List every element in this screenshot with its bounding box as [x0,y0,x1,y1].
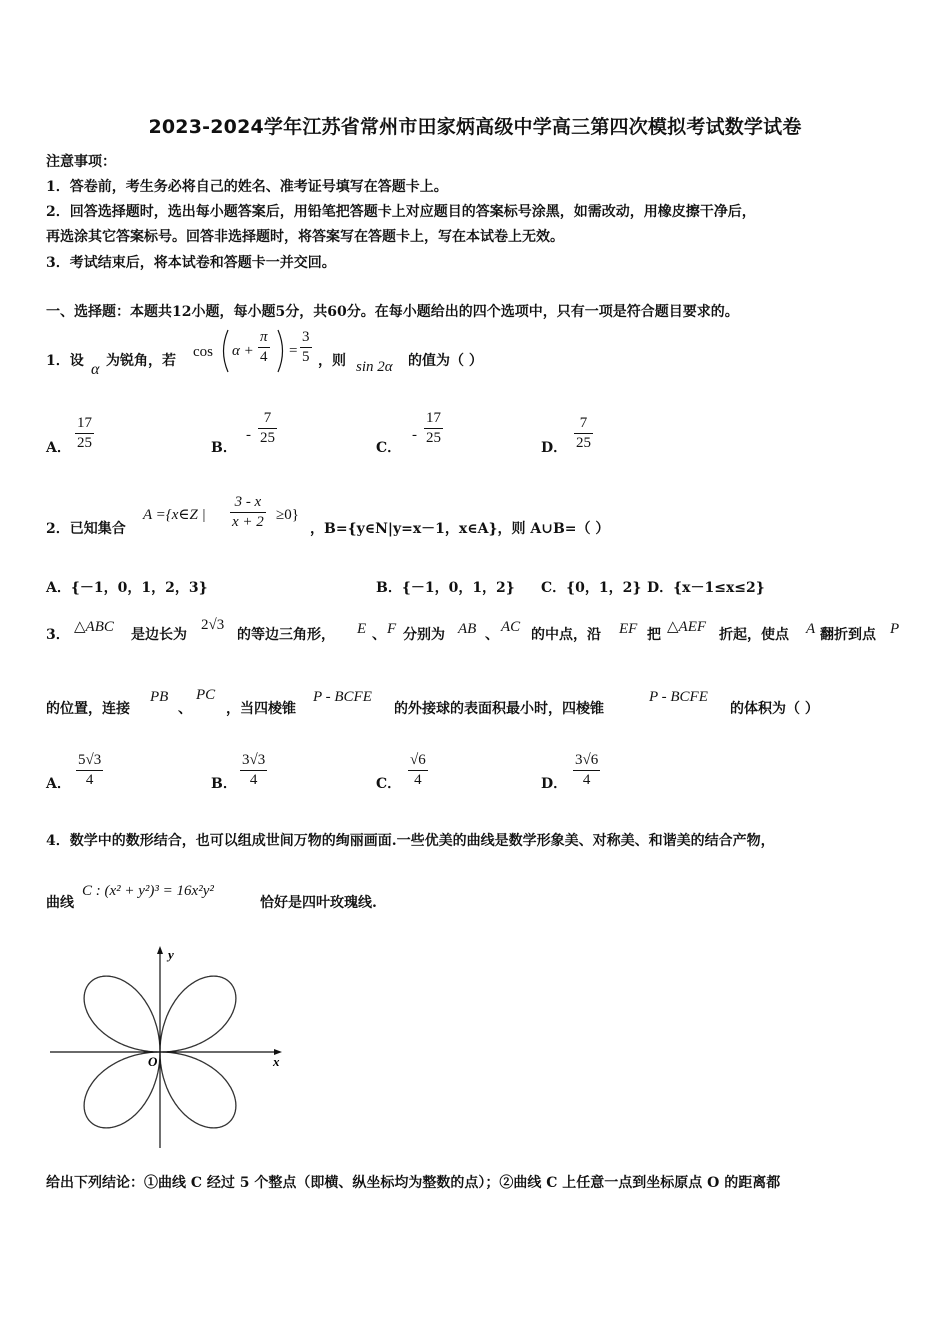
q4-conclusion: 给出下列结论：①曲线 C 经过 5 个整点（即横、纵坐标均为整数的点）；②曲线 C 上任意一点到坐标原点 O 的距离都 [46,1175,781,1191]
q1-option-c-value[interactable] [424,410,443,447]
q1-tail: 的值为（ ） [408,353,483,369]
exam-title: 2023-2024学年江苏省常州市田家炳高级中学高三第四次模拟考试数学试卷 [148,116,802,138]
q4-line-1: 4．数学中的数形结合，也可以组成世间万物的绚丽画面.一些优美的曲线是数学形象美、对称美、和谐美的结合产物， [46,833,775,849]
x-axis-label: x [273,1054,280,1069]
notice-heading: 注意事项： [46,154,116,170]
q1-option-a-label[interactable]: A． [46,440,71,456]
q3-sep-1: 、 [372,627,386,643]
q1-pi-over-4 [258,329,270,366]
q3-a: A [806,621,816,637]
q3-text-1: 是边长为 [131,627,187,643]
y-axis-arrow-icon [157,946,163,954]
q3-option-a-label[interactable]: A． [46,776,71,792]
q3-line2-c: 的外接球的表面积最小时，四棱锥 [394,701,604,717]
q3-option-c-den: 4 [408,770,428,789]
q1-prefix: 1．设 [46,353,84,369]
q3-text-4: 的中点，沿 [531,627,601,643]
q1-five: 5 [302,349,310,365]
q3-line2-a: 的位置，连接 [46,701,130,717]
q1-pi: π [260,329,268,345]
q2-ge: ≥0} [276,507,299,523]
q4-curve-prefix: 曲线 [46,895,74,911]
q3-option-d-value[interactable] [573,752,600,789]
notice-item-3: 3．考试结束后，将本试卷和答题卡一并交回。 [46,255,336,271]
q3-ac: AC [501,619,521,635]
q1-option-b-den: 25 [260,430,275,446]
q3-text-6: 折起，使点 [719,627,789,643]
q1-alpha: α [91,361,100,378]
q1-option-b-label[interactable]: B． [211,440,237,456]
q1-option-c-num: 17 [426,410,441,426]
q1-option-d-num: 7 [579,415,588,431]
q3-number: 3． [46,627,70,643]
q3-option-a-value[interactable] [76,752,103,789]
q3-sep-2: 、 [485,627,499,643]
q1-three: 3 [302,329,310,345]
section-heading: 一、选择题：本题共12小题，每小题5分，共60分。在每小题给出的四个选项中，只有一项是符合题目要求的。 [46,304,739,320]
q1-cos: cos [193,344,213,360]
q2-option-b[interactable]: B．{－1，0，1，2} [376,580,515,596]
q1-option-c-den: 25 [426,430,441,446]
q3-side: 2√3 [201,617,225,633]
q2-fraction [230,494,266,531]
q1-equals: = [289,343,298,359]
q1-option-a-den: 25 [77,435,92,451]
q1-option-a-value[interactable] [75,415,94,452]
q3-line2-b: ，当四棱锥 [226,701,296,717]
q1-option-d-value[interactable] [574,415,593,452]
q4-formula: C : (x² + y²)³ = 16x²y² [82,883,214,899]
q3-option-d-label[interactable]: D． [541,776,568,792]
q1-option-a-num: 17 [77,415,92,431]
q3-p: P [890,621,900,637]
q3-e: E [357,621,367,637]
q3-pc: PC [196,687,216,703]
q3-option-c-label[interactable]: C． [376,776,402,792]
q3-aef: △AEF [667,619,707,635]
q3-sep-3: 、 [178,701,192,717]
four-leaf-rose-figure [46,942,296,1152]
q1-then: ，则 [318,353,346,369]
q2-option-a[interactable]: A．{－1，0，1，2，3} [46,580,208,596]
q4-curve-suffix: 恰好是四叶玫瑰线. [260,895,377,911]
q3-pyramid-2: P - BCFE [649,689,708,705]
q1-sin: sin 2α [356,359,393,375]
q3-option-b-label[interactable]: B． [211,776,237,792]
q1-three-fifths [300,329,312,366]
q2-fraction-num: 3 - x [234,494,262,510]
q3-option-a-den: 4 [76,770,103,789]
q3-ef: EF [619,621,638,637]
q1-option-b-value[interactable] [258,410,277,447]
q1-arg: α + [232,343,254,359]
q3-triangle: △ABC [74,619,114,635]
origin-label: O [148,1054,158,1069]
q3-text-3: 分别为 [403,627,445,643]
q3-option-a-num: 5√3 [78,752,102,768]
y-axis-label: y [168,947,174,962]
q3-option-d-num: 3√6 [575,752,599,768]
q3-option-b-value[interactable] [240,752,267,789]
notice-item-2a: 2．回答选择题时，选出每小题答案后，用铅笔把答题卡上对应题目的答案标号涂黑，如需改动，用橡皮擦干净后， [46,204,756,220]
q1-option-b-num: 7 [263,410,272,426]
q3-option-d-den: 4 [573,770,600,789]
q3-option-c-value[interactable] [408,752,428,789]
q1-option-d-den: 25 [576,435,591,451]
q3-option-b-den: 4 [240,770,267,789]
q1-option-c-label[interactable]: C． [376,440,402,456]
q3-text-5: 把 [647,627,661,643]
q2-prefix: 2．已知集合 [46,521,126,537]
q3-f: F [387,621,397,637]
q2-fraction-den: x + 2 [232,514,264,530]
q3-text-7: 翻折到点 [820,627,876,643]
q2-set-a: A ={x∈Z | [143,507,206,523]
q3-pyramid-1: P - BCFE [313,689,372,705]
q2-option-c[interactable]: C．{0，1，2} [541,580,642,596]
q1-four: 4 [258,347,270,366]
q1-mid: 为锐角，若 [106,353,176,369]
q3-option-c-num: √6 [410,752,426,768]
notice-item-1: 1．答卷前，考生务必将自己的姓名、准考证号填写在答题卡上。 [46,179,448,195]
q3-option-b-num: 3√3 [242,752,266,768]
q2-option-d[interactable]: D．{x－1≤x≤2} [647,580,765,596]
q3-pb: PB [150,689,169,705]
q1-option-b-sign: - [246,427,251,443]
q2-set-b: ，B={y∈N|y=x－1，x∈A}，则 A∪B=（ ） [310,521,610,537]
notice-item-2b: 再选涂其它答案标号。回答非选择题时，将答案写在答题卡上，写在本试卷上无效。 [46,229,564,245]
q1-option-c-sign: - [412,427,417,443]
q3-text-2: 的等边三角形， [237,627,335,643]
q1-option-d-label[interactable]: D． [541,440,568,456]
q3-ab: AB [458,621,477,637]
q3-line2-d: 的体积为（ ） [730,701,819,717]
